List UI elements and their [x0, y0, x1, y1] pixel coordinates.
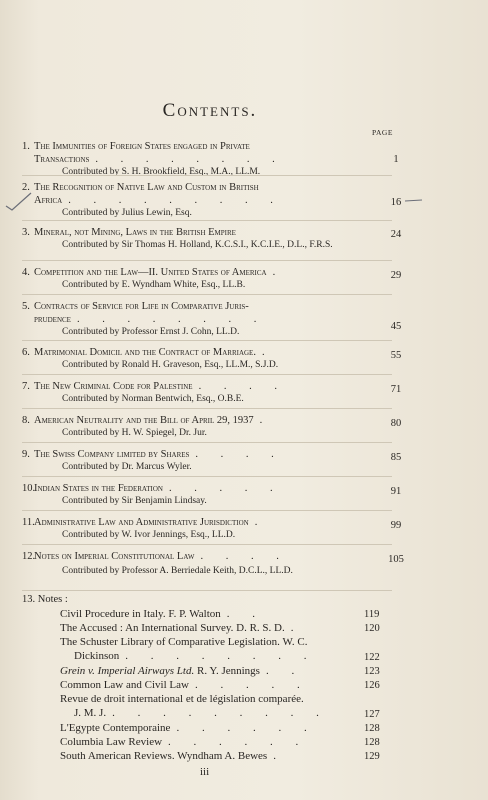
page-number: 80	[390, 418, 402, 429]
entry-title: Mineral, not Mining, Laws in the British Empire	[34, 227, 236, 238]
entry-contributor: Contributed by H. W. Spiegel, Dr. Jur.	[62, 428, 207, 438]
entry-contributor: Contributed by W. Ivor Jennings, Esq., LL.D.	[62, 530, 236, 540]
note-item-continued: J. M. J. . . . . . . . . .	[74, 707, 329, 719]
divider	[22, 340, 392, 341]
note-item: The Schuster Library of Comparative Legislation. W. C.	[60, 636, 308, 648]
entry-contributor: Contributed by Ronald H. Graveson, Esq., LL.M., S.J.D.	[62, 360, 279, 370]
page-number: 99	[390, 520, 402, 531]
contents-entry-1: 1. The Immunities of Foreign States engaged in Private Transactions . . . . . . . . 1 Contributed by S. H. Brookfield, Esq., M.A., LL.M.	[22, 140, 378, 178]
divider	[22, 175, 392, 176]
page-number: 119	[364, 609, 380, 620]
note-item: The Accused : An International Survey. D. R. S. D. .	[60, 622, 304, 634]
pencil-dash-mark	[404, 198, 424, 204]
note-item: L'Egypte Contemporaine . . . . . .	[60, 722, 317, 734]
page-number: 24	[390, 229, 402, 240]
contents-entry-11: 11.Administrative Law and Administrative Jurisdiction . 99 Contributed by W. Ivor Jennings, Esq., LL.D.	[22, 516, 378, 541]
entry-title: American Neutrality and the Bill of April 29, 1937	[34, 415, 254, 426]
page-number: 29	[390, 270, 402, 281]
contents-entry-2: 2. The Recognition of Native Law and Custom in British Africa . . . . . . . . . 16 Contributed by Julius Lewin, Esq.	[22, 181, 378, 219]
page-number: 120	[364, 623, 380, 634]
page-number: 128	[364, 737, 380, 748]
divider	[22, 510, 392, 511]
page-title: Contents.	[162, 100, 258, 121]
page-number: 129	[364, 751, 380, 762]
divider	[22, 408, 392, 409]
note-item: South American Reviews. Wyndham A. Bewes .	[60, 750, 286, 762]
entry-contributor: Contributed by Dr. Marcus Wyler.	[62, 462, 192, 472]
divider	[22, 260, 392, 261]
page-number: 1	[393, 154, 399, 165]
page-column-header: PAGE	[372, 128, 393, 137]
page-number: 127	[364, 709, 380, 720]
entry-title: Contracts of Service for Life in Comparative Juris-	[34, 301, 249, 312]
entry-contributor: Contributed by Julius Lewin, Esq.	[62, 208, 192, 218]
divider	[22, 442, 392, 443]
page-number: 55	[390, 350, 402, 361]
page-number: 123	[364, 666, 380, 677]
note-item: Civil Procedure in Italy. F. P. Walton . .	[60, 608, 266, 620]
divider	[22, 544, 392, 545]
divider	[22, 590, 392, 591]
entry-contributor: Contributed by Sir Thomas H. Holland, K.C.S.I., K.C.I.E., D.L., F.R.S.	[62, 240, 333, 250]
entry-title: Matrimonial Domicil and the Contract of Marriage.	[34, 347, 256, 358]
page-number: 85	[390, 452, 402, 463]
entry-title: Administrative Law and Administrative Jurisdiction	[34, 517, 249, 528]
entry-contributor: Contributed by E. Wyndham White, Esq., LL.B.	[62, 280, 246, 290]
note-item: Columbia Law Review . . . . . .	[60, 736, 309, 748]
page-number: 16	[390, 197, 402, 208]
entry-title: The Recognition of Native Law and Custom in British	[34, 182, 259, 193]
entry-title: Notes on Imperial Constitutional Law	[34, 551, 195, 562]
entry-contributor: Contributed by Professor A. Berriedale Keith, D.C.L., LL.D.	[62, 566, 293, 576]
contents-entry-6: 6. Matrimonial Domicil and the Contract of Marriage. . 55 Contributed by Ronald H. Graveson, Esq., LL.M., S.J.D.	[22, 346, 378, 371]
entry-title: The New Criminal Code for Palestine	[34, 381, 193, 392]
contents-entry-7: 7. The New Criminal Code for Palestine . . . . 71 Contributed by Norman Bentwich, Esq., O.B.E.	[22, 380, 378, 405]
entry-title: Indian States in the Federation	[34, 483, 163, 494]
divider	[22, 476, 392, 477]
page-number: 105	[388, 554, 404, 565]
entry-title: The Swiss Company limited by Shares	[34, 449, 190, 460]
notes-heading: 13. Notes :	[22, 594, 68, 605]
note-item: Grein v. Imperial Airways Ltd. R. Y. Jennings . .	[60, 665, 305, 677]
contents-entry-12: 12.Notes on Imperial Constitutional Law . . . . 105 Contributed by Professor A. Berriedale Keith, D.C.L., LL.D.	[22, 550, 378, 577]
note-item: Revue de droit international et de législation comparée.	[60, 693, 304, 705]
contents-entry-8: 8. American Neutrality and the Bill of April 29, 1937 . 80 Contributed by H. W. Spiegel, Dr. Jur.	[22, 414, 378, 439]
divider	[22, 220, 392, 221]
note-item: Common Law and Civil Law . . . . .	[60, 679, 310, 691]
contents-entry-10: 10.Indian States in the Federation . . . . . 91 Contributed by Sir Benjamin Lindsay.	[22, 482, 378, 507]
divider	[22, 294, 392, 295]
entry-contributor: Contributed by Norman Bentwich, Esq., O.B.E.	[62, 394, 244, 404]
entry-contributor: Contributed by Professor Ernst J. Cohn, LL.D.	[62, 327, 240, 337]
page-number: 45	[390, 321, 402, 332]
entry-contributor: Contributed by S. H. Brookfield, Esq., M.A., LL.M.	[62, 167, 261, 177]
contents-entry-3: 3. Mineral, not Mining, Laws in the British Empire 24 Contributed by Sir Thomas H. Holland, K.C.S.I., K.C.I.E., D.L., F.R.S.	[22, 226, 378, 251]
entry-title: Competition and the Law—II. United States of America	[34, 267, 267, 278]
pencil-check-mark	[4, 190, 34, 212]
page-number: 126	[364, 680, 380, 691]
page-number: 71	[390, 384, 402, 395]
page-number: 128	[364, 723, 380, 734]
page-number: 122	[364, 652, 380, 663]
note-item-continued: Dickinson . . . . . . . .	[74, 650, 317, 662]
contents-entry-4: 4. Competition and the Law—II. United States of America . 29 Contributed by E. Wyndham White, Esq., LL.B.	[22, 266, 378, 291]
page-footer-number: iii	[200, 766, 210, 778]
contents-entry-5: 5. Contracts of Service for Life in Comparative Juris- prudence . . . . . . . . 45 Contributed by Professor Ernst J. Cohn, LL.D.	[22, 300, 378, 338]
entry-contributor: Contributed by Sir Benjamin Lindsay.	[62, 496, 207, 506]
entry-title: The Immunities of Foreign States engaged in Private	[34, 141, 250, 152]
page-number: 91	[390, 486, 402, 497]
contents-entry-9: 9. The Swiss Company limited by Shares . . . . 85 Contributed by Dr. Marcus Wyler.	[22, 448, 378, 473]
divider	[22, 374, 392, 375]
